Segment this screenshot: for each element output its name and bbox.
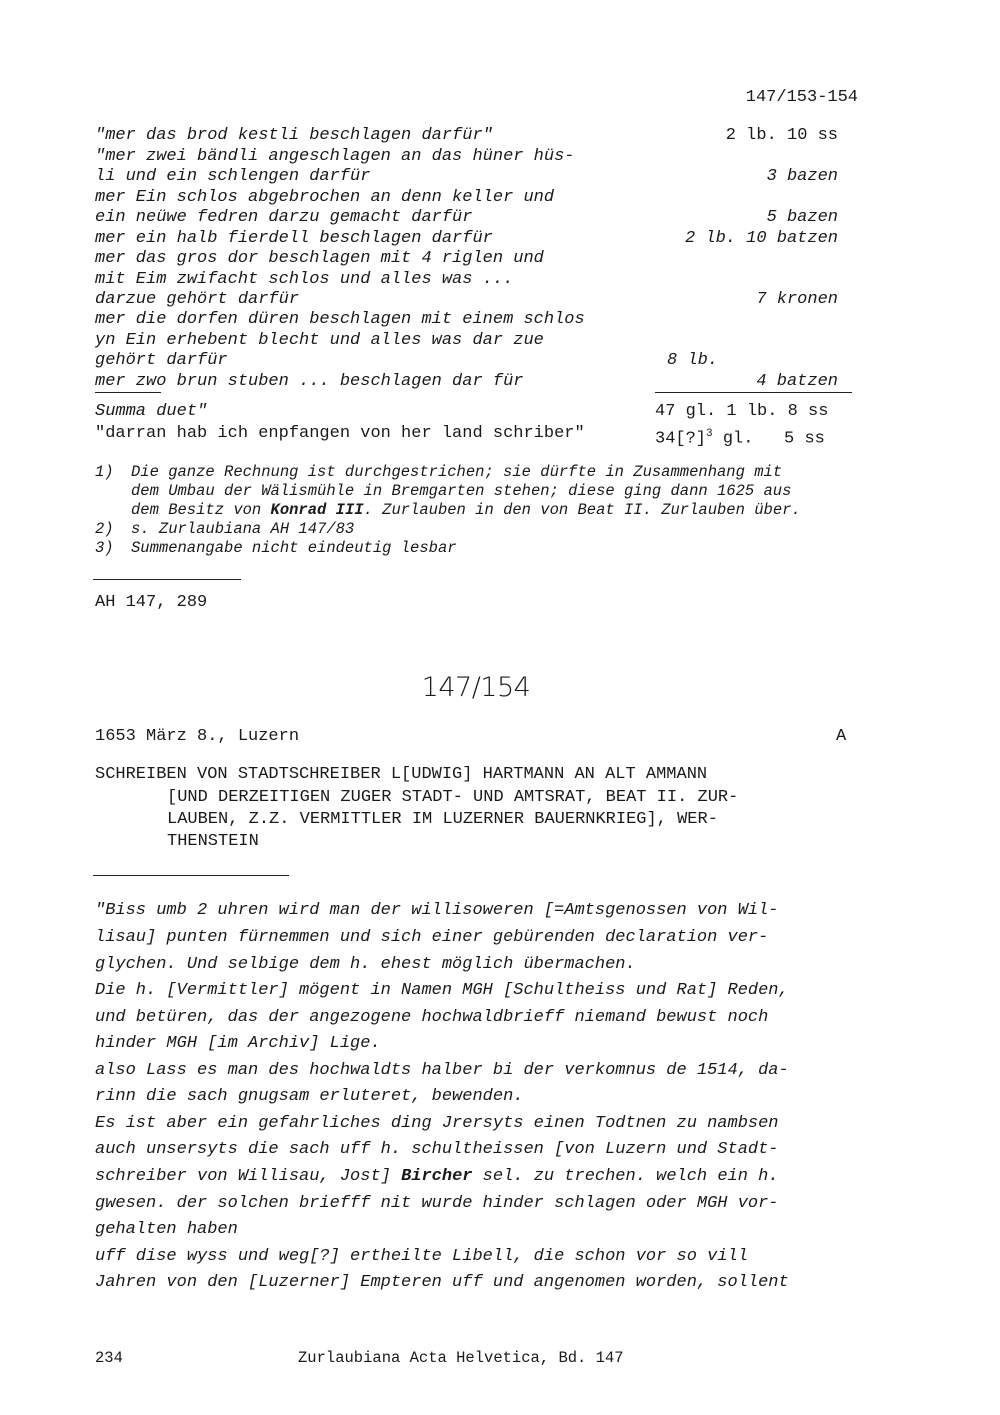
date-place: 1653 März 8., Luzern xyxy=(95,727,300,746)
account-row xyxy=(95,331,855,351)
body-line: gehalten haben xyxy=(95,1220,238,1239)
account-item-amount: 8 lb. xyxy=(667,351,719,370)
account-item-text: mer Ein schlos abgebrochen an denn keller und xyxy=(95,188,555,207)
account-item-amount: 4 batzen xyxy=(756,372,838,391)
account-item-amount: 3 bazen xyxy=(766,167,838,186)
page-reference: 147/153-154 xyxy=(745,88,858,107)
title-line-4: THENSTEIN xyxy=(167,832,259,851)
page-number: 234 xyxy=(95,1349,123,1367)
account-item-text: "mer zwei bändli angeschlagen an das hüner hüs- xyxy=(95,147,575,166)
name-bircher: Bircher xyxy=(401,1167,473,1186)
underline-mark xyxy=(95,392,161,393)
summa-label: Summa duet" xyxy=(95,402,208,421)
body-line: gwesen. der solchen briefff nit wurde hinder schlagen oder MGH vor- xyxy=(95,1194,779,1213)
account-row xyxy=(95,290,855,310)
classification: A xyxy=(836,727,847,746)
account-item-text: mer ein halb fierdell beschlagen darfür xyxy=(95,229,493,248)
account-item-amount: 5 bazen xyxy=(766,208,838,227)
archive-reference: AH 147, 289 xyxy=(95,593,208,612)
account-item-text: mer zwo brun stuben ... beschlagen dar für xyxy=(95,372,524,391)
title-line-3: LAUBEN, Z.Z. VERMITTLER IM LUZERNER BAUERNKRIEG], WER- xyxy=(167,810,718,829)
publication-title: Zurlaubiana Acta Helvetica, Bd. 147 xyxy=(298,1349,624,1367)
document-heading: 147/154 xyxy=(421,672,531,703)
account-row xyxy=(95,351,855,371)
body-line: Es ist aber ein gefahrliches ding Jrersyts einen Todtnen zu nambsen xyxy=(95,1114,779,1133)
footnote-separator xyxy=(93,579,241,580)
body-line: und betüren, das der angezogene hochwaldbrieff niemand bewust noch xyxy=(95,1008,769,1027)
account-row xyxy=(95,147,855,167)
account-row xyxy=(95,310,855,330)
body-line: glychen. Und selbige dem h. ehest möglich übermachen. xyxy=(95,955,636,974)
sum-rule xyxy=(655,392,852,393)
account-row xyxy=(95,188,855,208)
account-row xyxy=(95,208,855,228)
account-item-text: mer die dorfen düren beschlagen mit einem schlos xyxy=(95,310,585,329)
title-line-2: [UND DERZEITIGEN ZUGER STADT- UND AMTSRAT, BEAT II. ZUR- xyxy=(167,788,739,807)
body-line: "Biss umb 2 uhren wird man der willisoweren [=Amtsgenossen von Wil- xyxy=(95,901,779,920)
account-row xyxy=(95,167,855,187)
body-line-bircher: schreiber von Willisau, Jost] Bircher sel. zu trechen. welch ein h. xyxy=(95,1167,779,1186)
account-item-text: gehört darfür xyxy=(95,351,228,370)
title-separator xyxy=(93,875,289,876)
body-line: Die h. [Vermittler] mögent in Namen MGH [Schultheiss und Rat] Reden, xyxy=(95,981,789,1000)
account-item-text: "mer das brod kestli beschlagen darfür" xyxy=(95,126,493,145)
account-row xyxy=(95,372,855,392)
body-line: lisau] punten fürnemmen und sich einer gebürenden declaration ver- xyxy=(95,928,769,947)
title-line-1: SCHREIBEN VON STADTSCHREIBER L[UDWIG] HARTMANN AN ALT AMMANN xyxy=(95,765,708,784)
body-line: auch unsersyts die sach uff h. schultheissen [von Luzern und Stadt- xyxy=(95,1140,779,1159)
body-line: Jahren von den [Luzerner] Empteren uff und angenomen worden, sollent xyxy=(95,1273,789,1292)
account-item-text: ein neüwe fedren darzu gemacht darfür xyxy=(95,208,473,227)
account-item-text: mit Eim zwifacht schlos und alles was ... xyxy=(95,270,514,289)
account-item-amount: 2 lb. 10 batzen xyxy=(684,229,838,248)
account-item-text: yn Ein erhebent blecht und alles was dar zue xyxy=(95,331,544,350)
body-line: hinder MGH [im Archiv] Lige. xyxy=(95,1034,381,1053)
account-row xyxy=(95,249,855,269)
account-item-text: li und ein schlengen darfür xyxy=(95,167,371,186)
account-item-amount: 2 lb. 10 ss xyxy=(725,126,838,145)
account-item-text: mer das gros dor beschlagen mit 4 riglen und xyxy=(95,249,544,268)
summa-amount: 47 gl. 1 lb. 8 ss xyxy=(655,402,829,421)
account-row xyxy=(95,229,855,249)
account-row xyxy=(95,126,855,146)
account-item-amount: 7 kronen xyxy=(756,290,838,309)
body-line: also Lass es man des hochwaldts halber bi der verkomnus de 1514, da- xyxy=(95,1061,789,1080)
body-line: uff dise wyss und weg[?] ertheilte Libell, die schon vor so vill xyxy=(95,1247,748,1266)
body-line: rinn die sach gnugsam erluteret, bewenden. xyxy=(95,1087,524,1106)
received-amount: 34[?]$^3$ gl. 5 ss xyxy=(655,428,825,449)
account-row xyxy=(95,270,855,290)
received-label: "darran hab ich enpfangen von her land schriber" xyxy=(95,424,585,443)
account-item-text: darzue gehört darfür xyxy=(95,290,300,309)
